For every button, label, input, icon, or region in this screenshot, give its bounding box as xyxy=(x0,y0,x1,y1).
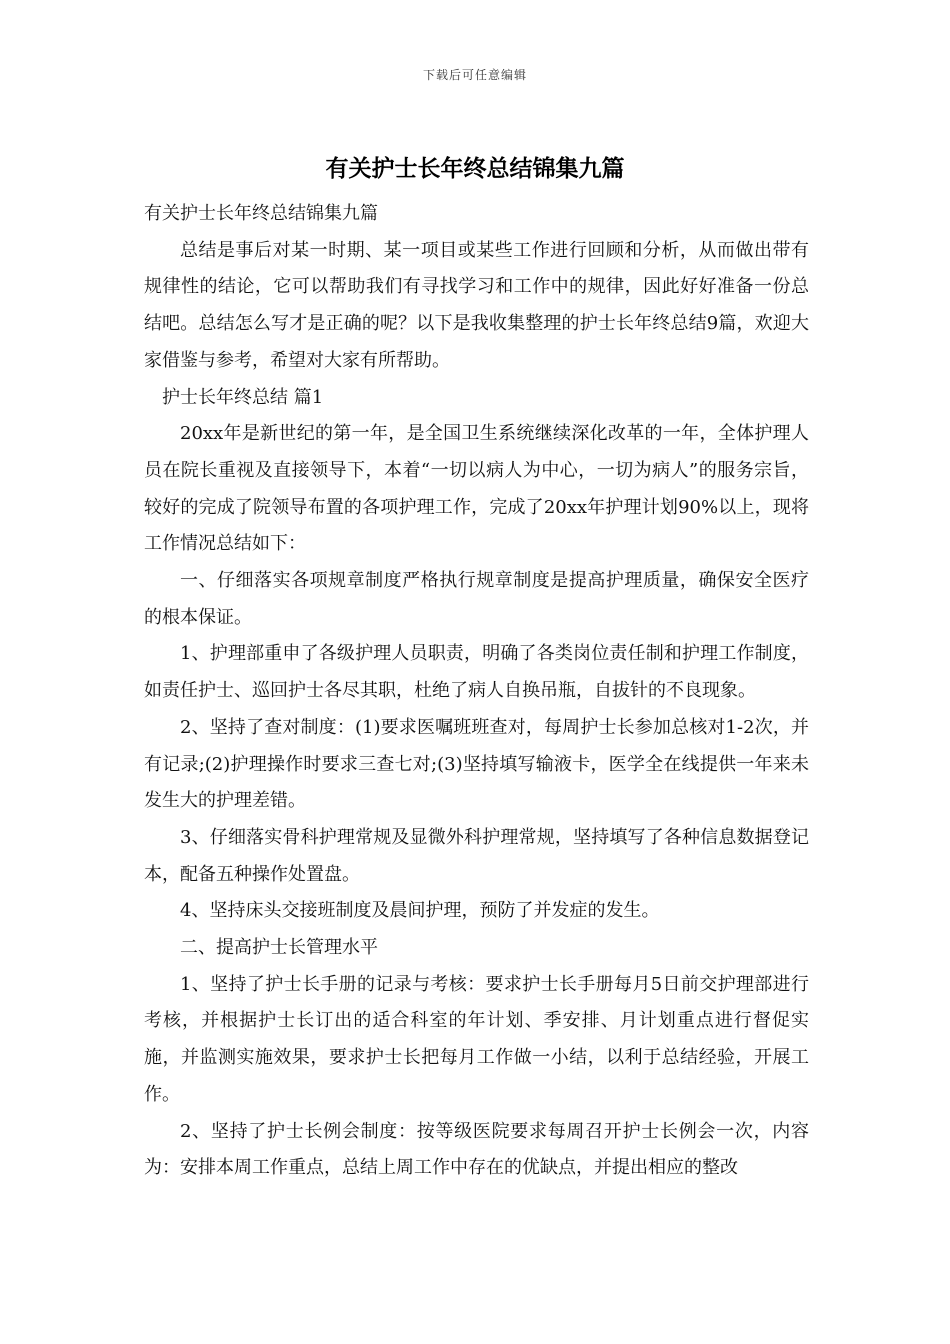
section-heading: 护士长年终总结 篇1 xyxy=(162,386,324,408)
paragraph: 4、坚持床头交接班制度及晨间护理，预防了并发症的发生。 xyxy=(180,900,660,922)
subtitle-line: 有关护士长年终总结锦集九篇 xyxy=(144,203,378,224)
paragraph: 3、仔细落实骨科护理常规及显微外科护理常规，坚持填写了各种信息数据登记本，配备五种操作处置盘。 xyxy=(144,826,809,885)
header-note: 下载后可任意编辑 xyxy=(422,68,527,82)
paragraph: 20xx年是新世纪的第一年，是全国卫生系统继续深化改革的一年，全体护理人员在院长重视及直接领导下，本着“一切以病人为中心，一切为病人”的服务宗旨，较好的完成了院领导布置的各项护理工作，完成了20xx年护理计划90%以上，现将工作情况总结如下： xyxy=(144,423,809,555)
intro-paragraph: 总结是事后对某一时期、某一项目或某些工作进行回顾和分析，从而做出带有规律性的结论，它可以帮助我们有寻找学习和工作中的规律，因此好好准备一份总结吧。总结怎么写才是正确的呢？以下是我收集整理的护士长年终总结9篇，欢迎大家借鉴与参考，希望对大家有所帮助。 xyxy=(144,239,809,371)
page-title: 有关护士长年终总结锦集九篇 xyxy=(325,156,625,182)
paragraph: 1、护理部重申了各级护理人员职责，明确了各类岗位责任制和护理工作制度，如责任护士、巡回护士各尽其职，杜绝了病人自换吊瓶，自拔针的不良现象。 xyxy=(144,643,809,702)
paragraph: 2、坚持了查对制度：(1)要求医嘱班班查对，每周护士长参加总核对1-2次，并有记录;(2)护理操作时要求三查七对;(3)坚持填写输液卡，医学全在线提供一年来未发生大的护理差错。 xyxy=(144,716,809,812)
document-body xyxy=(144,196,809,1187)
paragraph: 1、坚持了护士长手册的记录与考核：要求护士长手册每月5日前交护理部进行考核，并根据护士长订出的适合科室的年计划、季安排、月计划重点进行督促实施，并监测实施效果，要求护士长把每月工作做一小结，以利于总结经验，开展工作。 xyxy=(144,973,809,1105)
section-heading-1: 一、仔细落实各项规章制度严格执行规章制度是提高护理质量，确保安全医疗的根本保证。 xyxy=(144,570,809,628)
paragraph: 2、坚持了护士长例会制度：按等级医院要求每周召开护士长例会一次，内容为：安排本周工作重点，总结上周工作中存在的优缺点，并提出相应的整改 xyxy=(144,1120,809,1179)
section-heading-2: 二、提高护士长管理水平 xyxy=(180,937,378,959)
